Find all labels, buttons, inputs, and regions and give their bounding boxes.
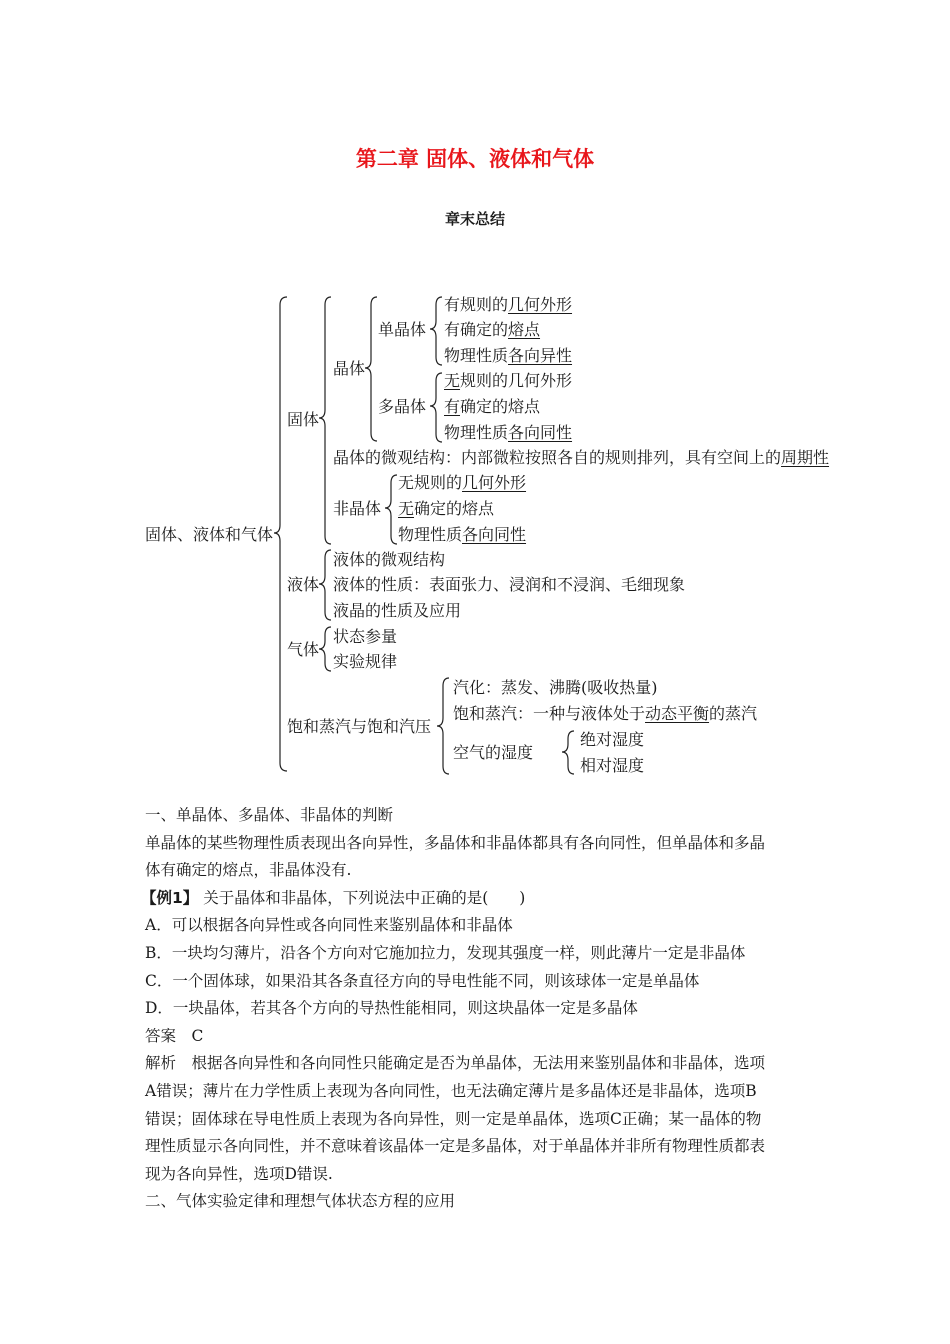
amorphous-prop-3: 物理性质各向同性 [398, 525, 527, 544]
analysis-line-4: 理性质显示各向同性，并不意味着该晶体一定是多晶体，对于单晶体并非所有物理性质都表 [145, 1137, 766, 1156]
option-c: C．一个固体球，如果沿其各条直径方向的导电性能不同，则该球体一定是单晶体 [145, 971, 700, 990]
brace-humidity [562, 731, 574, 774]
section-heading-2: 二、气体实验定律和理想气体状态方程的应用 [145, 1192, 456, 1211]
poly-crystal-label: 多晶体 [378, 397, 427, 416]
analysis-line-3: 错误；固体球在导电性质上表现为各向异性，则一定是单晶体，选项C正确；某一晶体的物 [145, 1109, 762, 1128]
analysis-line-5: 现为各向异性，选项D错误. [145, 1164, 333, 1183]
single-prop-2: 有确定的熔点 [444, 320, 541, 339]
vapor-item-2: 饱和蒸汽：一种与液体处于动态平衡的蒸汽 [453, 704, 758, 723]
vapor-item-1: 汽化：蒸发、沸腾(吸收热量) [453, 678, 658, 697]
brace-single [430, 297, 442, 365]
poly-prop-3: 物理性质各向同性 [444, 423, 573, 442]
amorphous-prop-1: 无规则的几何外形 [398, 473, 527, 492]
humidity-absolute: 绝对湿度 [580, 730, 645, 749]
gas-label: 气体 [287, 640, 320, 659]
poly-prop-1: 无规则的几何外形 [444, 371, 573, 390]
single-crystal-label: 单晶体 [378, 320, 427, 339]
poly-prop-2: 有确定的熔点 [444, 397, 541, 416]
liquid-label: 液体 [287, 575, 320, 594]
brace-crystal [365, 297, 377, 441]
liquid-item-3: 液晶的性质及应用 [333, 601, 462, 620]
analysis-line-1: 解析 根据各向异性和各向同性只能确定是否为单晶体，无法用来鉴别晶体和非晶体，选项 [145, 1054, 766, 1073]
gas-item-2: 实验规律 [333, 652, 398, 671]
option-a: A．可以根据各向异性或各向同性来鉴别晶体和非晶体 [145, 916, 513, 935]
brace-vapor [437, 678, 449, 774]
example-question: 【例1】 关于晶体和非晶体，下列说法中正确的是( ) [141, 888, 526, 907]
amorphous-label: 非晶体 [333, 499, 382, 518]
intro-line-2: 体有确定的熔点，非晶体没有. [145, 861, 352, 880]
brace-poly [430, 373, 442, 442]
analysis-line-2: A错误；薄片在力学性质上表现为各向同性，也无法确定薄片是多晶体还是非晶体，选项B [145, 1081, 757, 1100]
brace-liquid [319, 550, 331, 620]
crystal-label: 晶体 [333, 359, 366, 378]
intro-line-1: 单晶体的某些物理性质表现出各向异性，多晶体和非晶体都具有各向同性，但单晶体和多晶 [145, 833, 766, 852]
option-b: B．一块均匀薄片，沿各个方向对它施加拉力，发现其强度一样，则此薄片一定是非晶体 [145, 943, 746, 962]
solid-label: 固体 [287, 410, 320, 429]
page-title: 第二章 固体、液体和气体 [355, 147, 595, 171]
brace-solid [319, 297, 331, 544]
vapor-label: 饱和蒸汽与饱和汽压 [287, 717, 432, 736]
liquid-item-2: 液体的性质：表面张力、浸润和不浸润、毛细现象 [333, 575, 686, 594]
amorphous-prop-2: 无确定的熔点 [398, 499, 495, 518]
liquid-item-1: 液体的微观结构 [333, 550, 446, 569]
option-d: D．一块晶体，若其各个方向的导热性能相同，则这块晶体一定是多晶体 [145, 999, 638, 1018]
answer: 答案 C [145, 1026, 204, 1045]
root-label: 固体、液体和气体 [145, 525, 274, 544]
humidity-label: 空气的湿度 [453, 743, 534, 762]
single-prop-1: 有规则的几何外形 [444, 295, 573, 314]
brace-gas [319, 627, 331, 671]
humidity-relative: 相对湿度 [580, 756, 645, 775]
page-subtitle: 章末总结 [444, 210, 505, 228]
section-heading-1: 一、单晶体、多晶体、非晶体的判断 [145, 806, 394, 824]
single-prop-3: 物理性质各向异性 [444, 346, 573, 365]
brace-root [274, 297, 287, 771]
example-tag: 【例1】 [141, 888, 199, 907]
body-text [141, 802, 825, 1216]
brace-amorphous [385, 475, 397, 544]
crystal-micro-structure: 晶体的微观结构：内部微粒按照各自的规则排列，具有空间上的周期性 [333, 448, 830, 467]
gas-item-1: 状态参量 [333, 627, 398, 646]
